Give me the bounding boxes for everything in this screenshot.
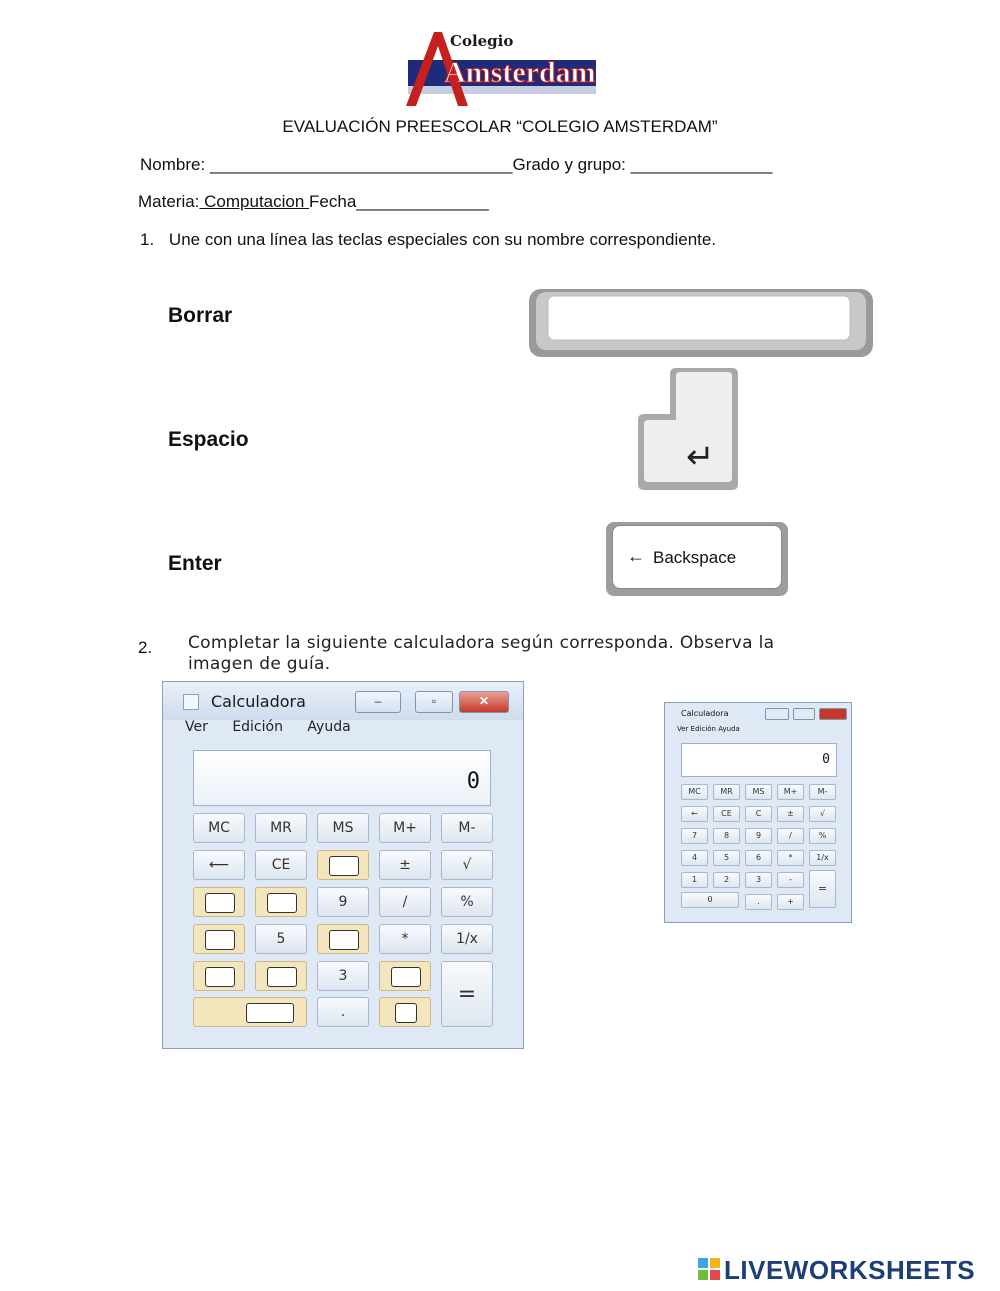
key-plus-minus[interactable]: ±: [379, 850, 431, 880]
menu-ver[interactable]: Ver: [185, 719, 208, 735]
blank-key-2[interactable]: [255, 961, 307, 991]
enter-key-image[interactable]: [636, 364, 740, 492]
guide-key-2-4: %: [809, 828, 836, 844]
guide-key-2-3: /: [777, 828, 804, 844]
guide-key-4-0: 1: [681, 872, 708, 888]
key-mr[interactable]: MR: [255, 813, 307, 843]
calculator-title-bar: [163, 682, 523, 720]
guide-key-0: 0: [681, 892, 739, 908]
label-enter[interactable]: Enter: [168, 552, 222, 575]
menu-ayuda[interactable]: Ayuda: [307, 719, 351, 735]
guide-key-3-1: 5: [713, 850, 740, 866]
key-9[interactable]: 9: [317, 887, 369, 917]
maximize-button[interactable]: ▫: [415, 691, 453, 713]
key-reciprocal[interactable]: 1/x: [441, 924, 493, 954]
guide-calculator-menu: Ver Edición Ayuda: [677, 725, 740, 733]
key-percent[interactable]: %: [441, 887, 493, 917]
guide-key-1-1: CE: [713, 806, 740, 822]
guide-key-0-2: MS: [745, 784, 772, 800]
key-m-plus[interactable]: M+: [379, 813, 431, 843]
liveworksheets-brand[interactable]: LIVEWORKSHEETS: [724, 1255, 976, 1285]
key-equals[interactable]: =: [441, 961, 493, 1027]
backspace-key-image[interactable]: [606, 522, 788, 596]
menu-edicion[interactable]: Edición: [232, 719, 283, 735]
backspace-arrow-icon: ←: [627, 546, 645, 566]
subject-value: Computacion: [199, 192, 310, 211]
guide-calculator-image: [664, 702, 852, 923]
guide-key-3-3: *: [777, 850, 804, 866]
logo-amsterdam-text: Amsterdam: [444, 56, 596, 89]
key-ce[interactable]: CE: [255, 850, 307, 880]
guide-key-5-1: +: [777, 894, 804, 910]
key-sqrt[interactable]: √: [441, 850, 493, 880]
guide-key-1-4: √: [809, 806, 836, 822]
guide-key-4-1: 2: [713, 872, 740, 888]
minimize-button[interactable]: –: [355, 691, 401, 713]
guide-key-0-4: M-: [809, 784, 836, 800]
guide-key-0-1: MR: [713, 784, 740, 800]
guide-maximize-icon: [793, 708, 815, 720]
question-1: [140, 230, 716, 250]
subject-label: Materia:: [138, 192, 200, 211]
page-title: EVALUACIÓN PREESCOLAR “COLEGIO AMSTERDAM”: [282, 117, 718, 136]
calculator-menu: [185, 719, 371, 735]
guide-key-0-3: M+: [777, 784, 804, 800]
guide-key-5-0: .: [745, 894, 772, 910]
blank-key-4[interactable]: [193, 924, 245, 954]
blank-key-plus[interactable]: [379, 997, 431, 1027]
key-decimal[interactable]: .: [317, 997, 369, 1027]
guide-key-1-0: ←: [681, 806, 708, 822]
question-1-number: 1.: [140, 230, 155, 249]
guide-key-0-0: MC: [681, 784, 708, 800]
calculator-title: Calculadora: [211, 692, 306, 711]
guide-calculator-display: [681, 743, 837, 777]
blank-key-minus[interactable]: [379, 961, 431, 991]
calculator-exercise: [162, 681, 524, 1049]
question-1-text: Une con una línea las teclas especiales con su nombre correspondiente.: [168, 230, 717, 249]
colegio-amsterdam-logo: [398, 26, 598, 110]
display-value: 0: [466, 769, 480, 794]
question-2-number: 2.: [138, 638, 153, 657]
blank-key-6[interactable]: [317, 924, 369, 954]
key-5[interactable]: 5: [255, 924, 307, 954]
blank-key-1[interactable]: [193, 961, 245, 991]
key-backspace[interactable]: ⟵: [193, 850, 245, 880]
blank-key-0[interactable]: [193, 997, 307, 1027]
guide-key-1-3: ±: [777, 806, 804, 822]
backspace-key-text: Backspace: [653, 548, 737, 567]
logo-colegio-text: Colegio: [450, 32, 514, 50]
guide-key-3-2: 6: [745, 850, 772, 866]
window-icon: [183, 694, 199, 710]
date-field[interactable]: Fecha______________: [309, 192, 489, 211]
guide-key-2-0: 7: [681, 828, 708, 844]
blank-key-c[interactable]: [317, 850, 369, 880]
blank-key-7[interactable]: [193, 887, 245, 917]
calculator-display: [193, 750, 491, 806]
key-ms[interactable]: MS: [317, 813, 369, 843]
guide-key-3-0: 4: [681, 850, 708, 866]
close-button[interactable]: ✕: [459, 691, 509, 713]
key-m-minus[interactable]: M-: [441, 813, 493, 843]
guide-key-1-2: C: [745, 806, 772, 822]
guide-close-icon: [819, 708, 847, 720]
key-3[interactable]: 3: [317, 961, 369, 991]
guide-key-equals: =: [809, 870, 836, 908]
guide-key-3-4: 1/x: [809, 850, 836, 866]
key-multiply[interactable]: *: [379, 924, 431, 954]
guide-display-value: 0: [822, 752, 830, 767]
enter-symbol-icon: ↵: [686, 437, 715, 477]
space-key-image[interactable]: [528, 288, 874, 358]
name-field[interactable]: Nombre: ________________________________: [140, 155, 513, 174]
liveworksheets-logo-icon: [698, 1258, 720, 1280]
blank-key-8[interactable]: [255, 887, 307, 917]
question-2-line-1: Completar la siguiente calculadora según corresponda. Observa la: [188, 633, 775, 653]
guide-key-4-2: 3: [745, 872, 772, 888]
label-espacio[interactable]: Espacio: [168, 428, 249, 451]
guide-key-4-3: -: [777, 872, 804, 888]
guide-key-2-1: 8: [713, 828, 740, 844]
key-mc[interactable]: MC: [193, 813, 245, 843]
grade-field[interactable]: Grado y grupo: _______________: [512, 155, 773, 174]
guide-key-2-2: 9: [745, 828, 772, 844]
key-divide[interactable]: /: [379, 887, 431, 917]
guide-minimize-icon: [765, 708, 789, 720]
question-2-line-2: imagen de guía.: [188, 654, 331, 674]
label-borrar[interactable]: Borrar: [168, 304, 233, 327]
guide-calculator-title: Calculadora: [681, 709, 729, 718]
